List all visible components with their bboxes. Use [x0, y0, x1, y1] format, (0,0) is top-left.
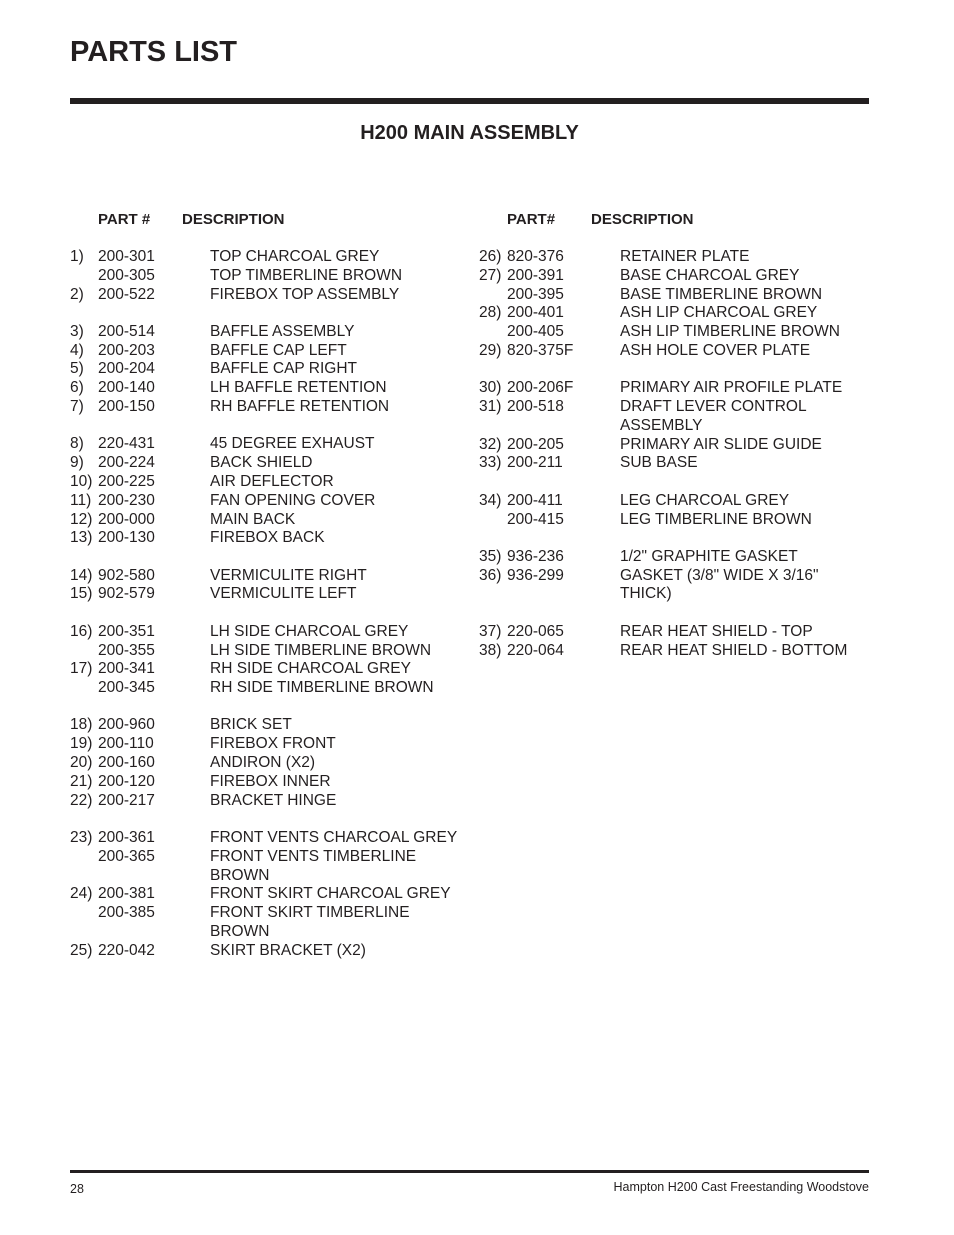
part-number: 820-375F: [507, 341, 574, 359]
part-number: 902-580: [98, 566, 155, 584]
part-description: REAR HEAT SHIELD - TOP: [620, 622, 813, 640]
part-description: LEG CHARCOAL GREY: [620, 491, 790, 509]
part-number: 200-351: [98, 622, 155, 640]
part-number: 220-064: [507, 641, 564, 659]
part-description: FRONT VENTS TIMBERLINE: [210, 847, 417, 865]
part-number: 200-203: [98, 341, 155, 359]
part-item-number: 13): [70, 529, 93, 547]
part-description: ASH HOLE COVER PLATE: [620, 341, 811, 359]
part-item-number: 35): [479, 547, 502, 565]
part-description: ANDIRON (X2): [210, 754, 316, 772]
part-item-number: 23): [70, 828, 93, 846]
part-description: FRONT SKIRT TIMBERLINE: [210, 904, 410, 922]
part-item-number: 25): [70, 941, 93, 959]
part-description: 45 DEGREE EXHAUST: [210, 435, 375, 453]
part-item-number: 22): [70, 791, 93, 809]
part-number: 936-299: [507, 566, 564, 584]
part-description: FIREBOX INNER: [210, 772, 331, 790]
part-number: 200-225: [98, 472, 155, 490]
part-description: BROWN: [210, 866, 270, 884]
part-item-number: 30): [479, 379, 502, 397]
part-item-number: 32): [479, 435, 502, 453]
part-description: BRICK SET: [210, 716, 292, 734]
part-item-number: 37): [479, 622, 502, 640]
part-item-number: 36): [479, 566, 502, 584]
part-number: 200-140: [98, 379, 155, 397]
part-number: 200-224: [98, 454, 155, 472]
part-number: 220-431: [98, 435, 155, 453]
part-number: 200-205: [507, 435, 564, 453]
part-item-number: 28): [479, 304, 502, 322]
part-number: 220-042: [98, 941, 155, 959]
part-description: SKIRT BRACKET (X2): [210, 941, 366, 959]
part-item-number: 4): [70, 341, 84, 359]
part-item-number: 11): [70, 491, 92, 509]
part-description: FIREBOX FRONT: [210, 735, 336, 753]
top-divider: [70, 98, 869, 104]
part-item-number: 10): [70, 472, 93, 490]
section-title: H200 MAIN ASSEMBLY: [360, 122, 579, 144]
part-number: 200-395: [507, 285, 564, 303]
part-number: 200-341: [98, 660, 155, 678]
part-description: BROWN: [210, 922, 270, 940]
right-part-header: PART#: [507, 211, 556, 228]
bottom-divider: [70, 1170, 869, 1173]
part-description: RH SIDE CHARCOAL GREY: [210, 660, 411, 678]
part-description: LH SIDE TIMBERLINE BROWN: [210, 641, 432, 659]
page-number: 28: [70, 1182, 84, 1196]
part-item-number: 31): [479, 398, 502, 416]
part-description: ASH LIP TIMBERLINE BROWN: [620, 323, 840, 341]
part-item-number: 33): [479, 454, 502, 472]
part-description: FIREBOX TOP ASSEMBLY: [210, 285, 400, 303]
part-description: FAN OPENING COVER: [210, 491, 376, 509]
part-number: 200-150: [98, 398, 155, 416]
part-number: 200-365: [98, 847, 155, 865]
part-description: PRIMARY AIR SLIDE GUIDE: [620, 435, 822, 453]
part-description: FRONT VENTS CHARCOAL GREY: [210, 828, 458, 846]
part-item-number: 34): [479, 491, 502, 509]
left-description-header: DESCRIPTION: [182, 211, 285, 228]
part-number: 200-401: [507, 304, 564, 322]
part-item-number: 9): [70, 454, 84, 472]
part-item-number: 14): [70, 566, 93, 584]
part-description: SUB BASE: [620, 454, 698, 472]
part-description: BASE CHARCOAL GREY: [620, 266, 800, 284]
part-description: MAIN BACK: [210, 510, 296, 528]
part-item-number: 18): [70, 716, 93, 734]
part-description: RH SIDE TIMBERLINE BROWN: [210, 679, 434, 697]
part-item-number: 5): [70, 360, 84, 378]
part-number: 200-204: [98, 360, 155, 378]
part-number: 200-518: [507, 398, 564, 416]
part-number: 200-385: [98, 904, 155, 922]
part-item-number: 15): [70, 585, 93, 603]
part-number: 200-514: [98, 322, 155, 340]
part-description: TOP CHARCOAL GREY: [210, 248, 380, 265]
part-number: 200-305: [98, 266, 155, 284]
part-description: AIR DEFLECTOR: [210, 472, 334, 490]
right-description-header: DESCRIPTION: [591, 211, 694, 228]
part-item-number: 16): [70, 622, 93, 640]
part-description: LH BAFFLE RETENTION: [210, 379, 387, 397]
part-description: REAR HEAT SHIELD - BOTTOM: [620, 641, 848, 659]
part-description: VERMICULITE LEFT: [210, 585, 357, 603]
part-number: 200-391: [507, 266, 564, 284]
part-item-number: 38): [479, 641, 502, 659]
part-item-number: 27): [479, 266, 502, 284]
part-description: BRACKET HINGE: [210, 791, 337, 809]
part-number: 200-206F: [507, 379, 574, 397]
part-number: 200-411: [507, 491, 563, 509]
footer-title: Hampton H200 Cast Freestanding Woodstove: [613, 1180, 869, 1194]
part-number: 200-361: [98, 828, 155, 846]
part-item-number: 7): [70, 398, 84, 416]
part-number: 820-376: [507, 248, 564, 265]
part-description: VERMICULITE RIGHT: [210, 566, 367, 584]
left-part-header: PART #: [98, 211, 151, 228]
part-description: BACK SHIELD: [210, 454, 313, 472]
part-number: 200-120: [98, 772, 155, 790]
part-description: 1/2" GRAPHITE GASKET: [620, 547, 798, 565]
part-description: BAFFLE ASSEMBLY: [210, 322, 355, 340]
part-item-number: 20): [70, 754, 93, 772]
part-number: 936-236: [507, 547, 564, 565]
part-number: 200-211: [507, 454, 563, 472]
part-description: TOP TIMBERLINE BROWN: [210, 266, 403, 284]
part-number: 200-522: [98, 285, 155, 303]
part-description: GASKET (3/8" WIDE X 3/16": [620, 566, 819, 584]
part-description: FIREBOX BACK: [210, 529, 325, 547]
part-description: LH SIDE CHARCOAL GREY: [210, 622, 409, 640]
part-number: 200-355: [98, 641, 155, 659]
part-number: 200-960: [98, 716, 155, 734]
part-item-number: 24): [70, 885, 93, 903]
part-item-number: 17): [70, 660, 93, 678]
part-item-number: 2): [70, 285, 84, 303]
part-number: 200-405: [507, 323, 564, 341]
part-number: 200-230: [98, 491, 155, 509]
part-description: RETAINER PLATE: [620, 248, 750, 265]
part-number: 200-217: [98, 791, 155, 809]
part-number: 200-301: [98, 248, 155, 265]
part-number: 220-065: [507, 622, 564, 640]
part-description: LEG TIMBERLINE BROWN: [620, 510, 812, 528]
part-item-number: 19): [70, 735, 93, 753]
part-item-number: 3): [70, 322, 84, 340]
part-description: BAFFLE CAP LEFT: [210, 341, 347, 359]
part-item-number: 12): [70, 510, 93, 528]
part-description: RH BAFFLE RETENTION: [210, 398, 390, 416]
part-description: BASE TIMBERLINE BROWN: [620, 285, 823, 303]
part-number: 200-381: [98, 885, 155, 903]
part-item-number: 29): [479, 341, 502, 359]
part-description: DRAFT LEVER CONTROL: [620, 398, 807, 416]
part-item-number: 8): [70, 435, 84, 453]
part-item-number: 6): [70, 379, 84, 397]
part-number: 200-160: [98, 754, 155, 772]
part-item-number: 1): [70, 248, 84, 265]
part-number: 200-130: [98, 529, 155, 547]
part-number: 200-000: [98, 510, 155, 528]
part-description: ASH LIP CHARCOAL GREY: [620, 304, 818, 322]
part-description: PRIMARY AIR PROFILE PLATE: [620, 379, 843, 397]
part-description: BAFFLE CAP RIGHT: [210, 360, 357, 378]
part-item-number: 26): [479, 248, 502, 265]
part-description: FRONT SKIRT CHARCOAL GREY: [210, 885, 451, 903]
part-item-number: 21): [70, 772, 93, 790]
part-description: THICK): [620, 585, 672, 603]
part-number: 200-345: [98, 679, 155, 697]
part-description: ASSEMBLY: [620, 416, 703, 434]
part-number: 902-579: [98, 585, 155, 603]
page-title: PARTS LIST: [70, 36, 238, 68]
part-number: 200-110: [98, 735, 154, 753]
part-number: 200-415: [507, 510, 564, 528]
